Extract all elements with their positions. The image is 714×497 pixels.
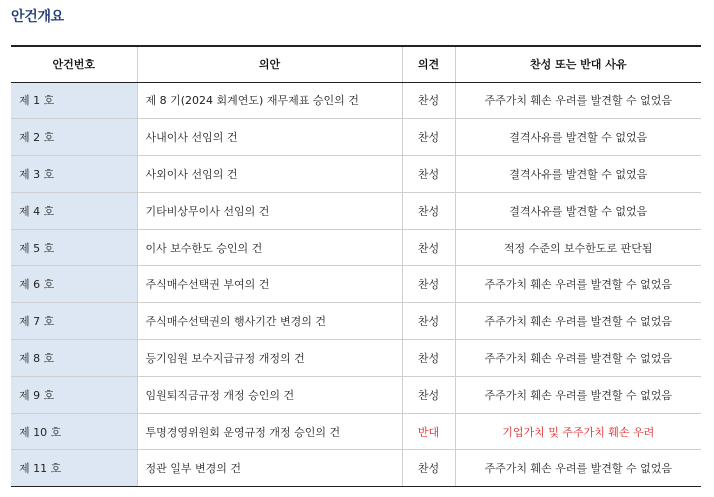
table-row bbox=[11, 156, 701, 193]
agenda-title-cell: 등기임원 보수지급규정 개정의 건 bbox=[137, 340, 402, 377]
reason-cell: 주주가치 훼손 우려를 발견할 수 없었음 bbox=[455, 340, 701, 377]
opinion-cell: 반대 bbox=[402, 413, 455, 450]
table-row bbox=[11, 266, 701, 303]
table-row bbox=[11, 376, 701, 413]
agenda-title-cell: 투명경영위원회 운영규정 개정 승인의 건 bbox=[137, 413, 402, 450]
agenda-number-cell: 제 1 호 bbox=[11, 82, 137, 119]
agenda-number-cell: 제 5 호 bbox=[11, 229, 137, 266]
opinion-cell: 찬성 bbox=[402, 119, 455, 156]
reason-cell: 주주가치 훼손 우려를 발견할 수 없었음 bbox=[455, 266, 701, 303]
agenda-number-cell: 제 3 호 bbox=[11, 156, 137, 193]
agenda-title-cell: 제 8 기(2024 회계연도) 재무제표 승인의 건 bbox=[137, 82, 402, 119]
reason-cell: 주주가치 훼손 우려를 발견할 수 없었음 bbox=[455, 376, 701, 413]
header-reason: 찬성 또는 반대 사유 bbox=[455, 46, 701, 82]
reason-cell: 주주가치 훼손 우려를 발견할 수 없었음 bbox=[455, 82, 701, 119]
opinion-cell: 찬성 bbox=[402, 303, 455, 340]
agenda-title-cell: 임원퇴직금규정 개정 승인의 건 bbox=[137, 376, 402, 413]
table-row bbox=[11, 450, 701, 487]
reason-cell: 결격사유를 발견할 수 없었음 bbox=[455, 119, 701, 156]
agenda-number-cell: 제 7 호 bbox=[11, 303, 137, 340]
agenda-number-cell: 제 2 호 bbox=[11, 119, 137, 156]
reason-cell: 주주가치 훼손 우려를 발견할 수 없었음 bbox=[455, 303, 701, 340]
agenda-table bbox=[11, 45, 701, 487]
reason-cell: 결격사유를 발견할 수 없었음 bbox=[455, 156, 701, 193]
opinion-cell: 찬성 bbox=[402, 450, 455, 487]
opinion-cell: 찬성 bbox=[402, 156, 455, 193]
opinion-cell: 찬성 bbox=[402, 266, 455, 303]
agenda-title-cell: 주식매수선택권 부여의 건 bbox=[137, 266, 402, 303]
agenda-title-cell: 주식매수선택권의 행사기간 변경의 건 bbox=[137, 303, 402, 340]
table-header-row bbox=[11, 46, 701, 82]
opinion-cell: 찬성 bbox=[402, 229, 455, 266]
agenda-number-cell: 제 4 호 bbox=[11, 192, 137, 229]
agenda-number-cell: 제 6 호 bbox=[11, 266, 137, 303]
opinion-cell: 찬성 bbox=[402, 376, 455, 413]
reason-cell: 주주가치 훼손 우려를 발견할 수 없었음 bbox=[455, 450, 701, 487]
table-row bbox=[11, 413, 701, 450]
header-agenda: 의안 bbox=[137, 46, 402, 82]
reason-cell: 결격사유를 발견할 수 없었음 bbox=[455, 192, 701, 229]
table-row bbox=[11, 192, 701, 229]
section-title: 안건개요 bbox=[11, 9, 64, 25]
opinion-cell: 찬성 bbox=[402, 82, 455, 119]
agenda-title-cell: 기타비상무이사 선임의 건 bbox=[137, 192, 402, 229]
table-row bbox=[11, 340, 701, 377]
agenda-title-cell: 사외이사 선임의 건 bbox=[137, 156, 402, 193]
agenda-number-cell: 제 8 호 bbox=[11, 340, 137, 377]
agenda-title-cell: 사내이사 선임의 건 bbox=[137, 119, 402, 156]
table-row bbox=[11, 82, 701, 119]
reason-cell: 기업가치 및 주주가치 훼손 우려 bbox=[455, 413, 701, 450]
opinion-cell: 찬성 bbox=[402, 192, 455, 229]
table-row bbox=[11, 119, 701, 156]
agenda-number-cell: 제 11 호 bbox=[11, 450, 137, 487]
agenda-number-cell: 제 9 호 bbox=[11, 376, 137, 413]
reason-cell: 적정 수준의 보수한도로 판단됨 bbox=[455, 229, 701, 266]
header-opinion: 의견 bbox=[402, 46, 455, 82]
table-row bbox=[11, 303, 701, 340]
agenda-number-cell: 제 10 호 bbox=[11, 413, 137, 450]
opinion-cell: 찬성 bbox=[402, 340, 455, 377]
agenda-title-cell: 이사 보수한도 승인의 건 bbox=[137, 229, 402, 266]
agenda-title-cell: 정관 일부 변경의 건 bbox=[137, 450, 402, 487]
table-row bbox=[11, 229, 701, 266]
header-agenda-number: 안건번호 bbox=[11, 46, 137, 82]
